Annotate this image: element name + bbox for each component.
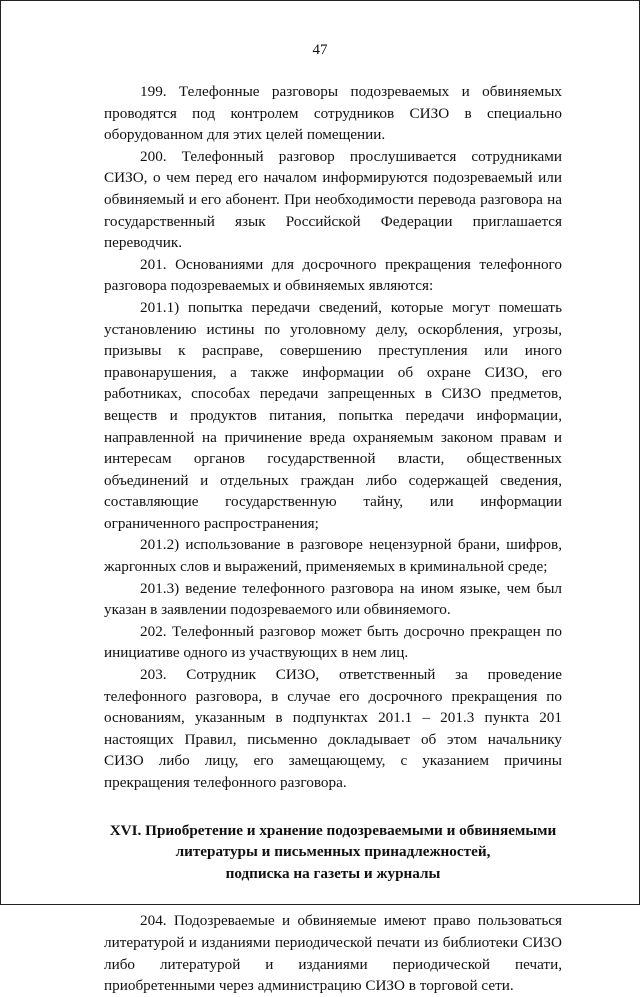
paragraph-203: 203. Сотрудник СИЗО, ответственный за проведение телефонного разговора, в случае его досрочного прекращения по основаниям, указанным в подпунктах 201.1 – 201.3 пункта 201 настоящих Правил, письменно докладывает об этом начальнику СИЗО либо лицу, его замещающему, с указанием причины прекращения телефонного разговора. bbox=[104, 666, 562, 791]
paragraph-201-3: 201.3) ведение телефонного разговора на ином языке, чем был указан в заявлении подозреваемого или обвиняемого. bbox=[104, 579, 562, 619]
section-heading bbox=[104, 820, 562, 885]
paragraph-201: 201. Основаниями для досрочного прекращения телефонного разговора подозреваемых и обвиняемых являются: bbox=[104, 255, 562, 295]
paragraph-201-2: 201.2) использование в разговоре нецензурной брани, шифров, жаргонных слов и выражений, применяемых в криминальной среде; bbox=[104, 536, 562, 576]
section-heading-line-1: XVI. Приобретение и хранение подозреваемыми и обвиняемыми bbox=[109, 821, 557, 839]
paragraph-201-1: 201.1) попытка передачи сведений, которые могут помешать установлению истины по уголовному делу, оскорбления, угрозы, призывы к расправе, совершению преступления или иного правонарушения, а также информации об охране СИЗО, его работниках, способах передачи запрещенных в СИЗО предметов, веществ и продуктов питания, попытка передачи информации, направленной на причинение вреда охраняемым законом правам и интересам органов государственной власти, общественных объединений и отдельных граждан либо содержащей сведения, составляющие государственную тайну, или информации ограниченного распространения; bbox=[104, 298, 562, 532]
paragraph-200: 200. Телефонный разговор прослушивается сотрудниками СИЗО, о чем перед его началом информируются подозреваемый или обвиняемый и его абонент. При необходимости перевода разговора на государственный язык Российской Федерации приглашается переводчик. bbox=[104, 147, 562, 252]
page-number: 47 bbox=[312, 42, 328, 58]
section-heading-line-3: подписка на газеты и журналы bbox=[225, 864, 441, 882]
paragraph-199: 199. Телефонные разговоры подозреваемых и обвиняемых проводятся под контролем сотрудников СИЗО в специально оборудованном для этих целей помещении. bbox=[104, 83, 562, 144]
paragraph-202: 202. Телефонный разговор может быть досрочно прекращен по инициативе одного из участвующих в нем лиц. bbox=[104, 622, 562, 662]
document-body bbox=[104, 81, 562, 997]
section-heading-line-2: литературы и письменных принадлежностей, bbox=[175, 843, 491, 861]
paragraph-204: 204. Подозреваемые и обвиняемые имеют право пользоваться литературой и изданиями периодической печати из библиотеки СИЗО либо литературой и изданиями периодической печати, приобретенными через администрацию СИЗО в торговой сети. bbox=[104, 912, 562, 995]
